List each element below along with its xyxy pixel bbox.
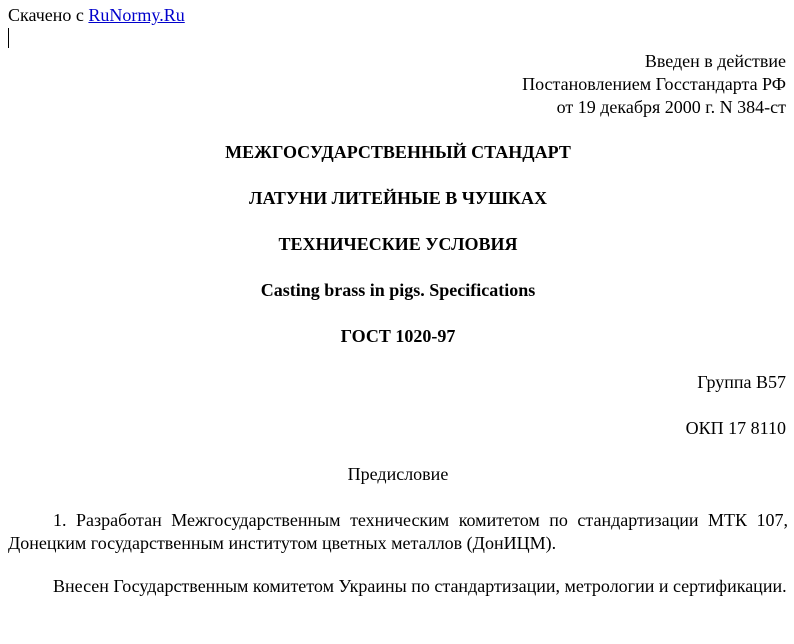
- source-prefix: Скачено с: [8, 5, 89, 25]
- enactment-line-2: Постановлением Госстандарта РФ: [522, 74, 786, 94]
- document-title: ЛАТУНИ ЛИТЕЙНЫЕ В ЧУШКАХ: [249, 188, 547, 208]
- preface-paragraph-1: 1. Разработан Межгосударственным техническим комитетом по стандартизации МТК 107, Донецким государственным институтом цветных металлов (ДонИЦМ).: [8, 510, 788, 553]
- standard-code: ГОСТ 1020-97: [340, 326, 456, 346]
- enactment-line-1: Введен в действие: [644, 51, 786, 71]
- okp-label: ОКП 17 8110: [685, 418, 786, 438]
- enactment-line-3: от 19 декабря 2000 г. N 384-ст: [556, 97, 786, 117]
- source-line: [8, 5, 185, 25]
- english-title: Casting brass in pigs. Specifications: [260, 280, 536, 300]
- standard-type-heading: МЕЖГОСУДАРСТВЕННЫЙ СТАНДАРТ: [225, 142, 571, 162]
- document-subtitle: ТЕХНИЧЕСКИЕ УСЛОВИЯ: [278, 234, 518, 254]
- source-link[interactable]: RuNormy.Ru: [88, 5, 185, 25]
- enactment-block: [522, 50, 786, 119]
- group-label: Группа В57: [697, 372, 786, 392]
- text-caret: [8, 28, 9, 48]
- preface-heading: Предисловие: [347, 464, 449, 484]
- preface-paragraph-2: Внесен Государственным комитетом Украины по стандартизации, метрологии и сертификации.: [53, 576, 787, 596]
